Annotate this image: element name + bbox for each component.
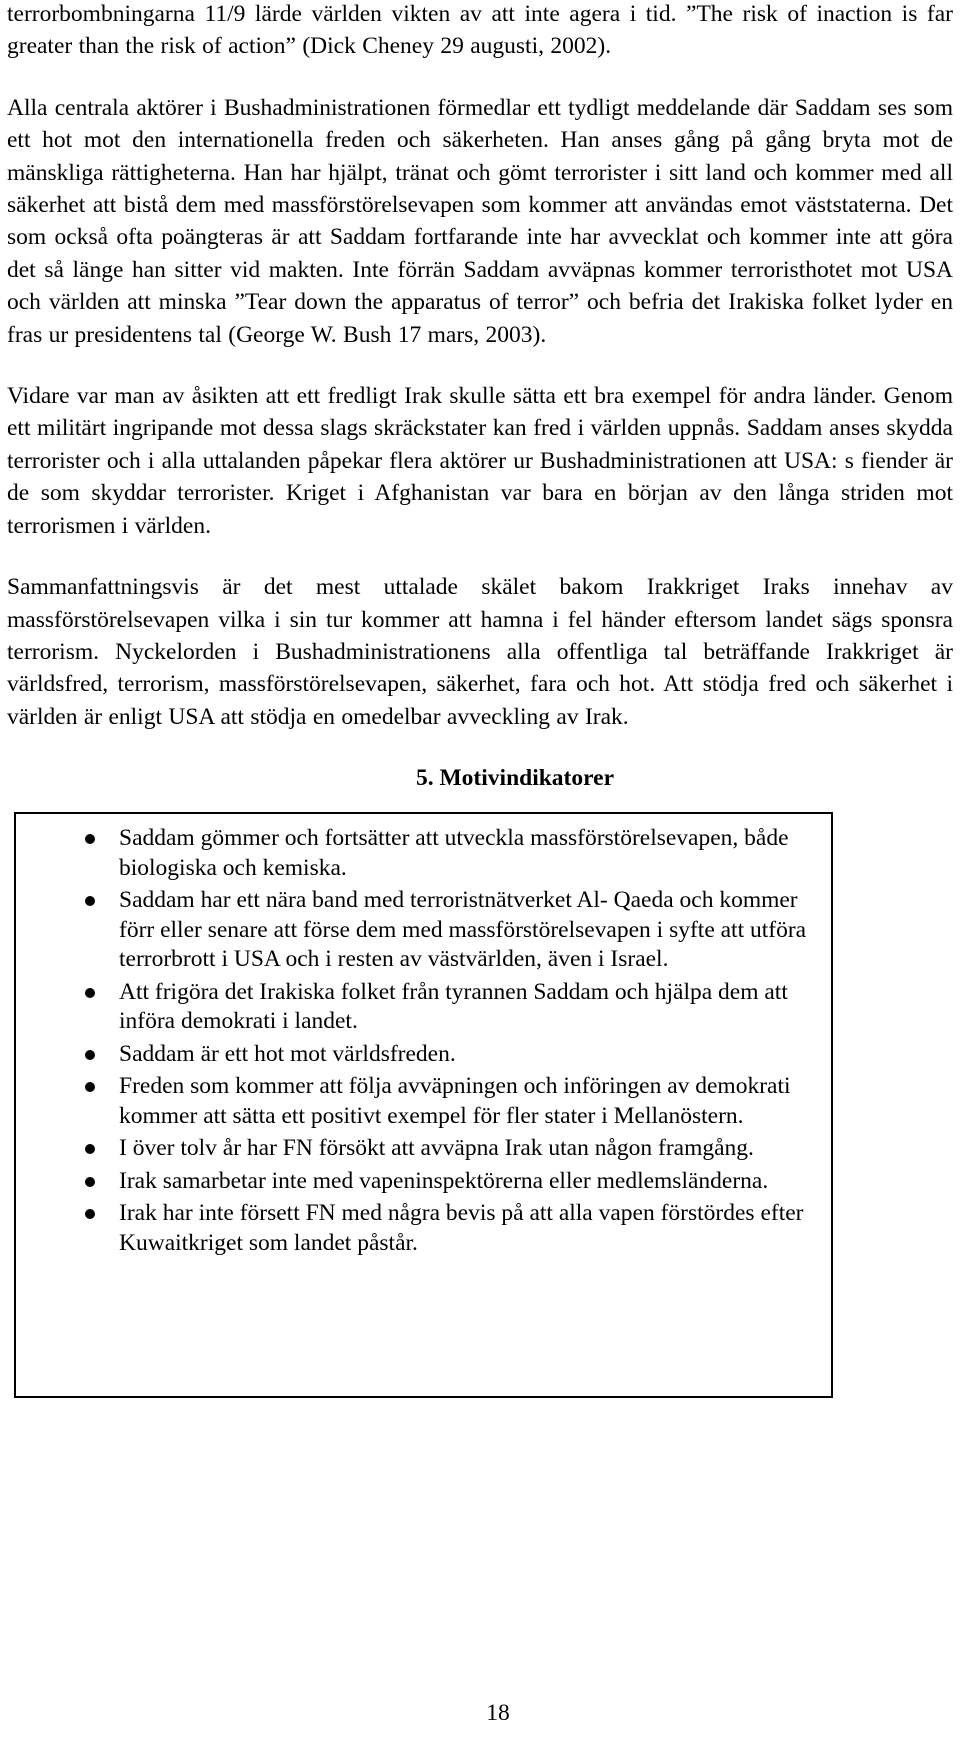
paragraph-gap (7, 542, 953, 571)
list-item-text: Freden som kommer att följa avväpningen och införingen av demokrati kommer att sätta ett positivt exempel för fler stater i Mellanöstern. (119, 1073, 791, 1129)
motives-box (14, 812, 833, 1398)
section-number: 5. (416, 765, 434, 792)
list-item-text: Att frigöra det Irakiska folket från tyrannen Saddam och hjälpa dem att införa demokrati i landet. (119, 978, 788, 1035)
page-number: 18 (486, 1700, 510, 1726)
paragraph-gap (7, 63, 953, 92)
paragraph-gap (7, 351, 953, 380)
list-item-text: Saddam gömmer och fortsätter att utveckla massförstörelsevapen, både biologiska och kemiska. (119, 825, 789, 881)
bullet-icon (85, 834, 95, 844)
list-item (16, 1199, 809, 1258)
bullet-icon (85, 1177, 95, 1187)
bullet-icon (85, 1144, 95, 1154)
list-item (16, 886, 809, 975)
list-item (16, 1167, 809, 1197)
list-item-text: Saddam är ett hot mot världsfreden. (119, 1040, 456, 1067)
section-heading (7, 762, 953, 794)
bullet-icon (85, 988, 95, 998)
paragraph-peaceful-iraq: Vidare var man av åsikten att ett fredligt Irak skulle sätta ett bra exempel för andra länder. Genom ett militärt ingripande mot dessa slags skräckstater kan fred i världen uppnås. Saddam anses skydda terrorister och i alla uttalanden påpekar flera aktörer ur Bushadministrationen att USA: s fiender är de som skyddar terrorister. Kriget i Afghanistan var bara en början av den långa striden mot terrorismen i världen. (7, 383, 953, 539)
paragraph-bush-administration: Alla centrala aktörer i Bushadministrationen förmedlar ett tydligt meddelande där Saddam ses som ett hot mot den internationella freden och säkerheten. Han anses gång på gång bryta mot de mänskliga rättigheterna. Han har hjälpt, tränat och gömt terrorister i sitt land och kommer med all säkerhet att bistå dem med massförstörelsevapen som kommer att användas emot väststaterna. Det som också ofta poängteras är att Saddam fortfarande inte har avvecklat och kommer inte att göra det så länge han sitter vid makten. Inte förrän Saddam avväpnas kommer terroristhotet mot USA och världen att minska ”Tear down the apparatus of terror” och befria det Irakiska folket lyder en fras ur presidentens tal (George W. Bush 17 mars, 2003). (7, 94, 953, 348)
list-item-text: Irak samarbetar inte med vapeninspektörerna eller medlemsländerna. (119, 1167, 769, 1194)
paragraph-summary: Sammanfattningsvis är det mest uttalade skälet bakom Irakkriget Iraks innehav av massförstörelsevapen vilka i sin tur kommer att hamna i fel händer eftersom landet sägs sponsra terrorism. Nyckelorden i Bushadministrationens alla offentliga tal beträffande Irakkriget är världsfred, terrorism, massförstörelsevapen, säkerhet, fara och hot. Att stödja fred och säkerhet i världen är enligt USA att stödja en omedelbar avveckling av Irak. (7, 574, 953, 730)
list-item-text: Saddam har ett nära band med terroristnätverket Al- Qaeda och kommer förr eller senare att förse dem med massförstörelsevapen i syfte att utföra terrorbrott i USA och i resten av västvärlden, även i Israel. (119, 887, 807, 973)
list-item-text: Irak har inte försett FN med några bevis på att alla vapen förstördes efter Kuwaitkriget som landet påstår. (119, 1200, 804, 1256)
bullet-icon (85, 1050, 95, 1060)
paragraph-gap (7, 733, 953, 762)
list-item (16, 978, 809, 1037)
motives-list (16, 814, 831, 1258)
bullet-icon (85, 1209, 95, 1219)
list-item (16, 824, 809, 883)
list-item (16, 1040, 809, 1070)
document-page (7, 0, 953, 1398)
list-item (16, 1072, 809, 1131)
bullet-icon (85, 896, 95, 906)
list-item (16, 1134, 809, 1164)
section-title: Motivindikatorer (439, 765, 614, 792)
list-item-text: I över tolv år har FN försökt att avväpna Irak utan någon framgång. (119, 1135, 754, 1162)
paragraph-cheney-quote: terrorbombningarna 11/9 lärde världen vikten av att inte agera i tid. ”The risk of inaction is far greater than the risk of action” (Dick Cheney 29 augusti, 2002). (7, 1, 953, 60)
bullet-icon (85, 1082, 95, 1092)
